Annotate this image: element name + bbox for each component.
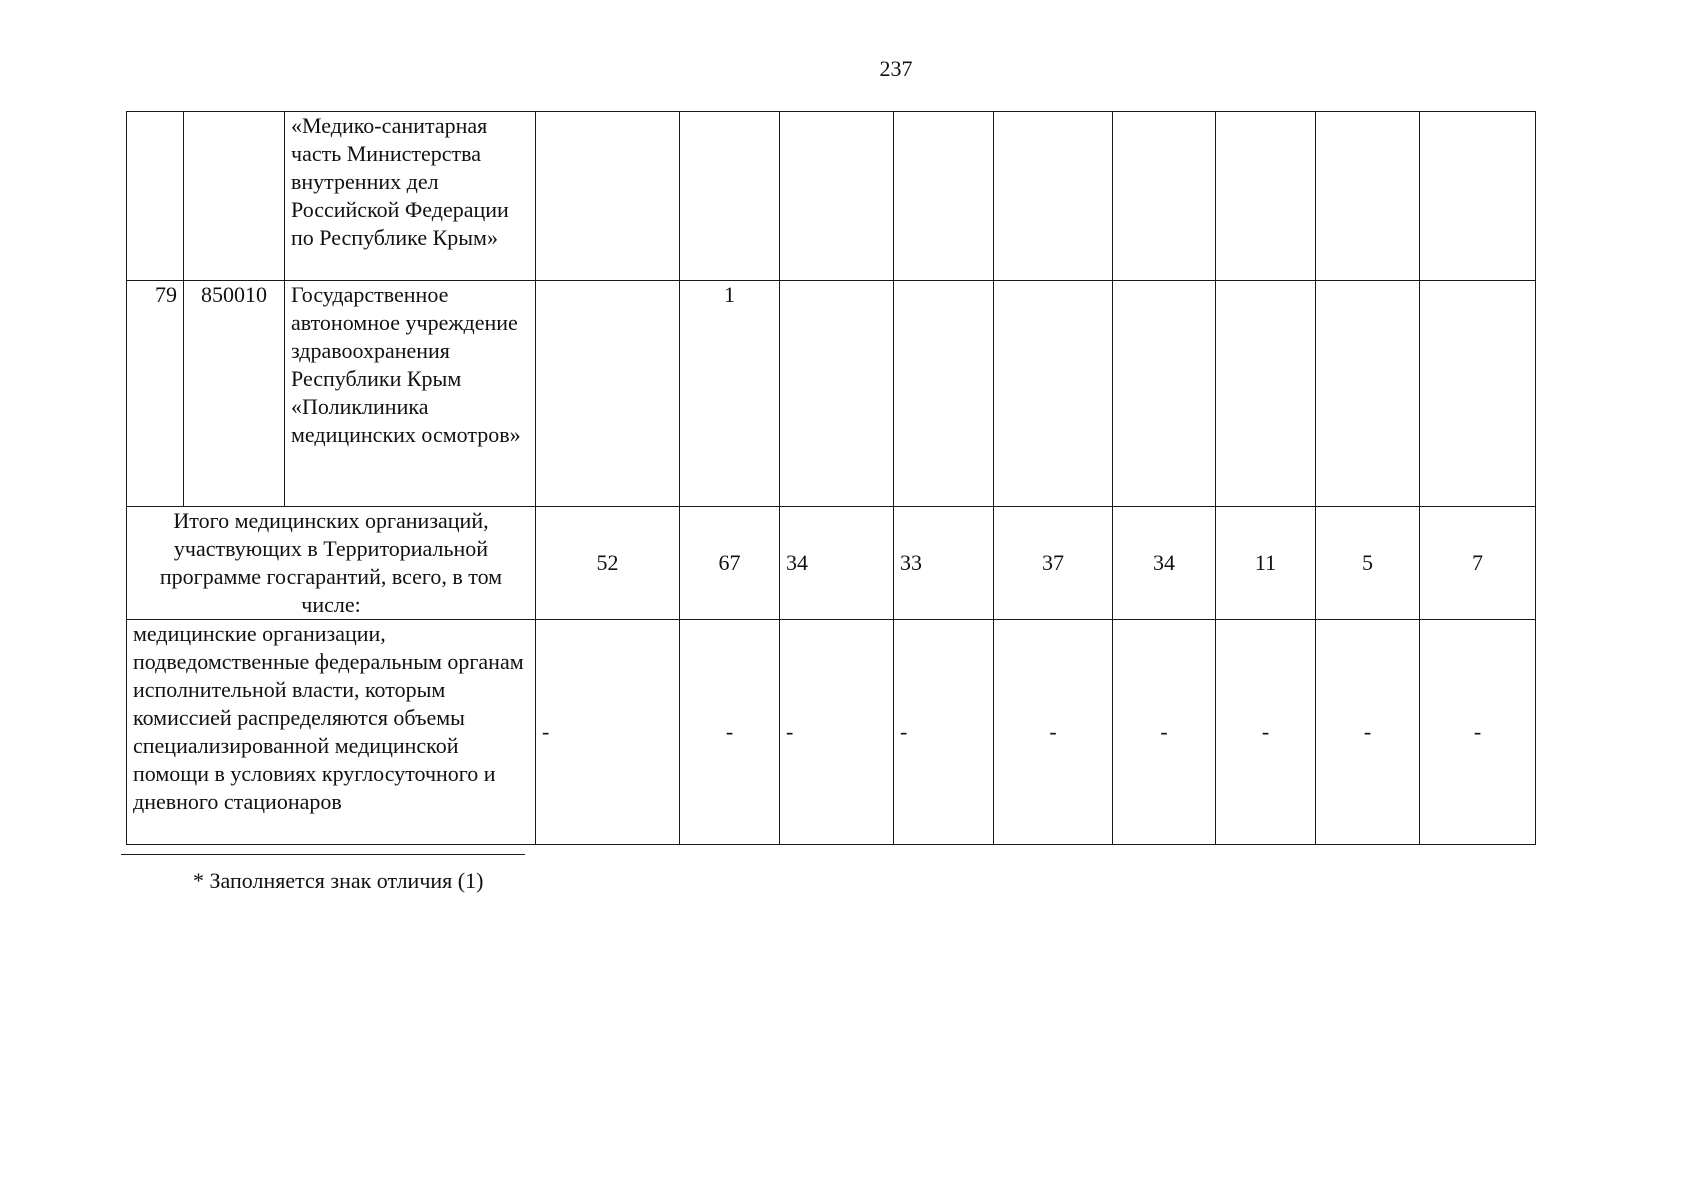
organization-name-cell: «Медико-санитарная часть Министерства внутренних дел Российской Федерации по Республике Крым»	[285, 112, 536, 281]
value-cell	[894, 281, 994, 507]
value-cell	[1316, 112, 1420, 281]
code-cell	[184, 112, 285, 281]
code-cell: 850010	[184, 281, 285, 507]
value-cell	[1420, 281, 1536, 507]
federal-value-cell: -	[994, 620, 1113, 845]
table-row	[127, 112, 1536, 281]
footnote: * Заполняется знак отличия (1)	[193, 868, 484, 893]
total-value-cell: 7	[1420, 507, 1536, 620]
value-cell	[536, 112, 680, 281]
federal-label-cell: медицинские организации, подведомственные федеральным органам исполнительной власти, которым комиссией распределяются объемы специализированной медицинской помощи в условиях круглосуточного и дневного стационаров	[127, 620, 536, 845]
value-cell	[1316, 281, 1420, 507]
row-number-cell	[127, 112, 184, 281]
organizations-table	[126, 111, 1536, 845]
total-value-cell: 34	[1113, 507, 1216, 620]
value-cell	[894, 112, 994, 281]
value-cell	[780, 112, 894, 281]
total-value-cell: 11	[1216, 507, 1316, 620]
total-value-cell: 5	[1316, 507, 1420, 620]
federal-value-cell: -	[1316, 620, 1420, 845]
value-cell	[994, 281, 1113, 507]
total-value-cell: 37	[994, 507, 1113, 620]
total-value-cell: 52	[536, 507, 680, 620]
total-value-cell: 33	[894, 507, 994, 620]
federal-value-cell: -	[1113, 620, 1216, 845]
table-row	[127, 281, 1536, 507]
value-cell	[536, 281, 680, 507]
value-cell	[680, 112, 780, 281]
table-row-federal	[127, 620, 1536, 845]
value-cell	[1216, 112, 1316, 281]
row-number-cell: 79	[127, 281, 184, 507]
federal-value-cell: -	[1420, 620, 1536, 845]
value-cell	[780, 281, 894, 507]
value-cell	[994, 112, 1113, 281]
federal-value-cell: -	[536, 620, 680, 845]
total-value-cell: 67	[680, 507, 780, 620]
value-cell	[1420, 112, 1536, 281]
federal-value-cell: -	[894, 620, 994, 845]
total-label-cell: Итого медицинских организаций, участвующих в Территориальной программе госгарантий, всего, в том числе:	[127, 507, 536, 620]
value-cell: 1	[680, 281, 780, 507]
total-value-cell: 34	[780, 507, 894, 620]
table-row-total	[127, 507, 1536, 620]
page-number: 237	[879, 56, 913, 81]
federal-value-cell: -	[680, 620, 780, 845]
value-cell	[1113, 112, 1216, 281]
value-cell	[1113, 281, 1216, 507]
organization-name-cell: Государственное автономное учреждение здравоохранения Республики Крым «Поликлиника медицинских осмотров»	[285, 281, 536, 507]
federal-value-cell: -	[1216, 620, 1316, 845]
federal-value-cell: -	[780, 620, 894, 845]
value-cell	[1216, 281, 1316, 507]
footnote-divider	[121, 854, 525, 855]
